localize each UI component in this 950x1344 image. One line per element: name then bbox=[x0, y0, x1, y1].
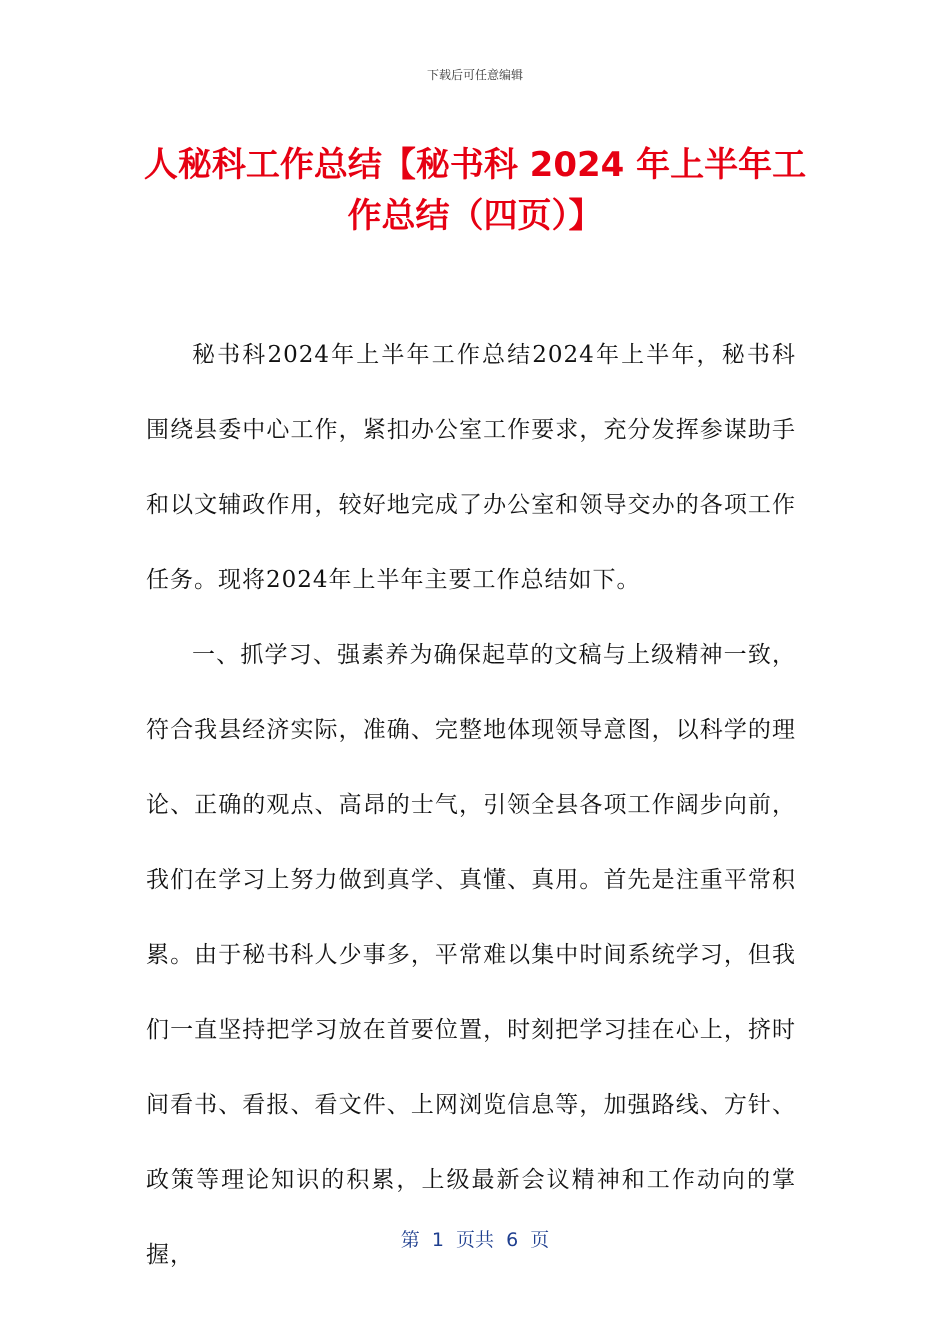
title-line-2: 作总结（四页）】 bbox=[347, 196, 603, 236]
header-note: 下载后可任意编辑 bbox=[426, 68, 523, 82]
page-footer: 第 1 页共 6 页 bbox=[400, 1229, 550, 1251]
paragraph-section-1: 一、抓学习、强素养为确保起草的文稿与上级精神一致，符合我县经济实际，准确、完整地体现领导意图，以科学的理论、正确的观点、高昂的士气，引领全县各项工作阔步向前，我们在学习上努力做到真学、真懂、真用。首先是注重平常积累。由于秘书科人少事多，平常难以集中时间系统学习，但我们一直坚持把学习放在首要位置，时刻把学习挂在心上，挤时间看书、看报、看文件、上网浏览信息等，加强路线、方针、政策等理论知识的积累，上级最新会议精神和工作动向的掌握， bbox=[146, 642, 796, 1268]
paragraph-intro: 秘书科2024年上半年工作总结2024年上半年，秘书科围绕县委中心工作，紧扣办公室工作要求，充分发挥参谋助手和以文辅政作用，较好地完成了办公室和领导交办的各项工作任务。现将2024年上半年主要工作总结如下。 bbox=[146, 342, 796, 593]
document-title bbox=[140, 140, 810, 242]
title-line-1: 人秘科工作总结【秘书科 2024 年上半年工 bbox=[143, 145, 807, 185]
document-body bbox=[146, 318, 796, 1293]
